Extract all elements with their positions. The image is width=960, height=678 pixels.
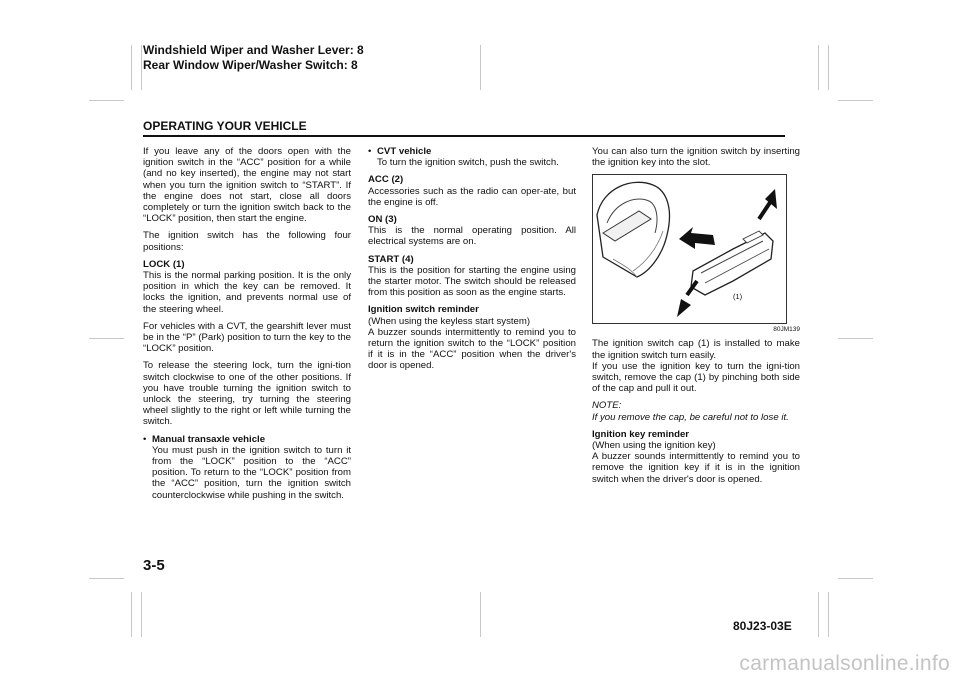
part-label: (1)	[733, 292, 743, 302]
key-heading: Ignition key reminder	[592, 428, 690, 440]
header-rule	[143, 135, 785, 137]
cvt-text: To turn the ignition switch, push the switch.	[377, 157, 559, 169]
bullet-dot: •	[143, 433, 147, 445]
paragraph: To release the steering lock, turn the igni-tion switch clockwise to one of the other positions. If you have trouble turning the ignition switch to unlock the steering, try turning the steering wheel slightly to the right or left while turning the switch.	[143, 360, 351, 428]
paragraph: For vehicles with a CVT, the gearshift lever must be in the “P” (Park) position to turn the key to the “LOCK” position.	[143, 320, 351, 355]
key-reminder-section	[592, 429, 800, 485]
reminder-heading: Ignition switch reminder	[368, 304, 479, 316]
acc-text: Accessories such as the radio can oper-ate, but the engine is off.	[368, 185, 576, 208]
ignition-cap-figure	[592, 174, 787, 324]
reminder-section	[368, 304, 576, 371]
paragraph: If you leave any of the doors open with the ignition switch in the “ACC” position for a while (and no key inserted), the engine may not start when you turn the ignition switch to “START”. If the engine does not start, close all doors completely or turn the ignition switch back to the “LOCK” position, then start the engine.	[143, 146, 351, 225]
crop-mark	[838, 578, 873, 579]
crop-mark	[480, 45, 481, 90]
lock-section	[143, 259, 351, 315]
text-column-3	[592, 146, 800, 491]
crop-mark	[818, 592, 819, 637]
bullet-dot: •	[368, 146, 372, 157]
manual-text: You must push in the ignition switch to turn it from the “LOCK” position to the “ACC” position. To return to the “LOCK” position from the “ACC” position, turn the ignition switch counterclockwise while pushing in the switch.	[152, 444, 351, 501]
cvt-heading: CVT vehicle	[377, 146, 432, 157]
note-text: If you remove the cap, be careful not to lose it.	[592, 411, 789, 423]
text-column-1	[143, 146, 351, 507]
on-text: This is the normal operating position. All electrical systems are on.	[368, 225, 576, 248]
note-label: NOTE:	[592, 400, 622, 412]
crop-mark	[838, 338, 873, 339]
manual-heading: Manual transaxle vehicle	[152, 433, 266, 445]
start-text: This is the position for starting the engine using the starter motor. The switch should be released from this position as soon as the engine starts.	[368, 264, 576, 299]
crop-mark	[131, 592, 132, 637]
bullet-cvt	[368, 146, 576, 168]
paragraph: The ignition switch has the following four positions:	[143, 230, 351, 253]
page-header	[143, 43, 364, 73]
text-column-2	[368, 146, 576, 378]
acc-heading: ACC (2)	[368, 174, 404, 186]
reminder-text: A buzzer sounds intermittently to remind you to return the ignition switch to the “LOCK” position if it is in the “ACC” position when the driver's door is opened.	[368, 326, 576, 372]
header-title-line2: Rear Window Wiper/Washer Switch: 8	[143, 58, 358, 72]
section-title: OPERATING YOUR VEHICLE	[143, 119, 307, 133]
start-heading: START (4)	[368, 253, 414, 265]
crop-mark	[89, 578, 124, 579]
header-title-line1: Windshield Wiper and Washer Lever: 8	[143, 43, 364, 57]
ignition-cap-illustration	[593, 175, 786, 323]
crop-mark	[838, 100, 873, 101]
crop-mark	[828, 45, 829, 90]
on-heading: ON (3)	[368, 214, 397, 226]
note	[592, 400, 800, 422]
crop-mark	[828, 592, 829, 637]
crop-mark	[141, 592, 142, 637]
crop-mark	[131, 45, 132, 90]
crop-mark	[89, 338, 124, 339]
crop-mark	[141, 45, 142, 90]
crop-mark	[89, 100, 124, 101]
key-subheading: (When using the ignition key)	[592, 440, 716, 452]
lock-heading: LOCK (1)	[143, 258, 185, 270]
acc-section	[368, 174, 576, 208]
paragraph: The ignition switch cap (1) is installed to make the ignition switch turn easily.	[592, 338, 800, 361]
page-number: 3-5	[143, 557, 165, 574]
document-code: 80J23-03E	[733, 619, 792, 633]
watermark: carmanualsonline.info	[739, 652, 950, 675]
cap-section	[592, 338, 800, 394]
crop-mark	[818, 45, 819, 90]
figure-caption: 80JM139	[773, 326, 800, 334]
start-section	[368, 254, 576, 299]
bullet-manual-transaxle	[143, 434, 351, 501]
key-text: A buzzer sounds intermittently to remind you to remove the ignition key if it is in the ignition switch when the driver's door is opened.	[592, 451, 800, 485]
lock-text: This is the normal parking position. It is the only position in which the key can be removed. It locks the ignition, and prevents normal use of the steering wheel.	[143, 270, 351, 315]
crop-mark	[480, 592, 481, 637]
reminder-subheading: (When using the keyless start system)	[368, 315, 531, 327]
on-section	[368, 214, 576, 248]
paragraph: You can also turn the ignition switch by inserting the ignition key into the slot.	[592, 146, 800, 169]
paragraph: If you use the ignition key to turn the igni-tion switch, remove the cap (1) by pinching both side of the cap and pull it out.	[592, 360, 800, 395]
